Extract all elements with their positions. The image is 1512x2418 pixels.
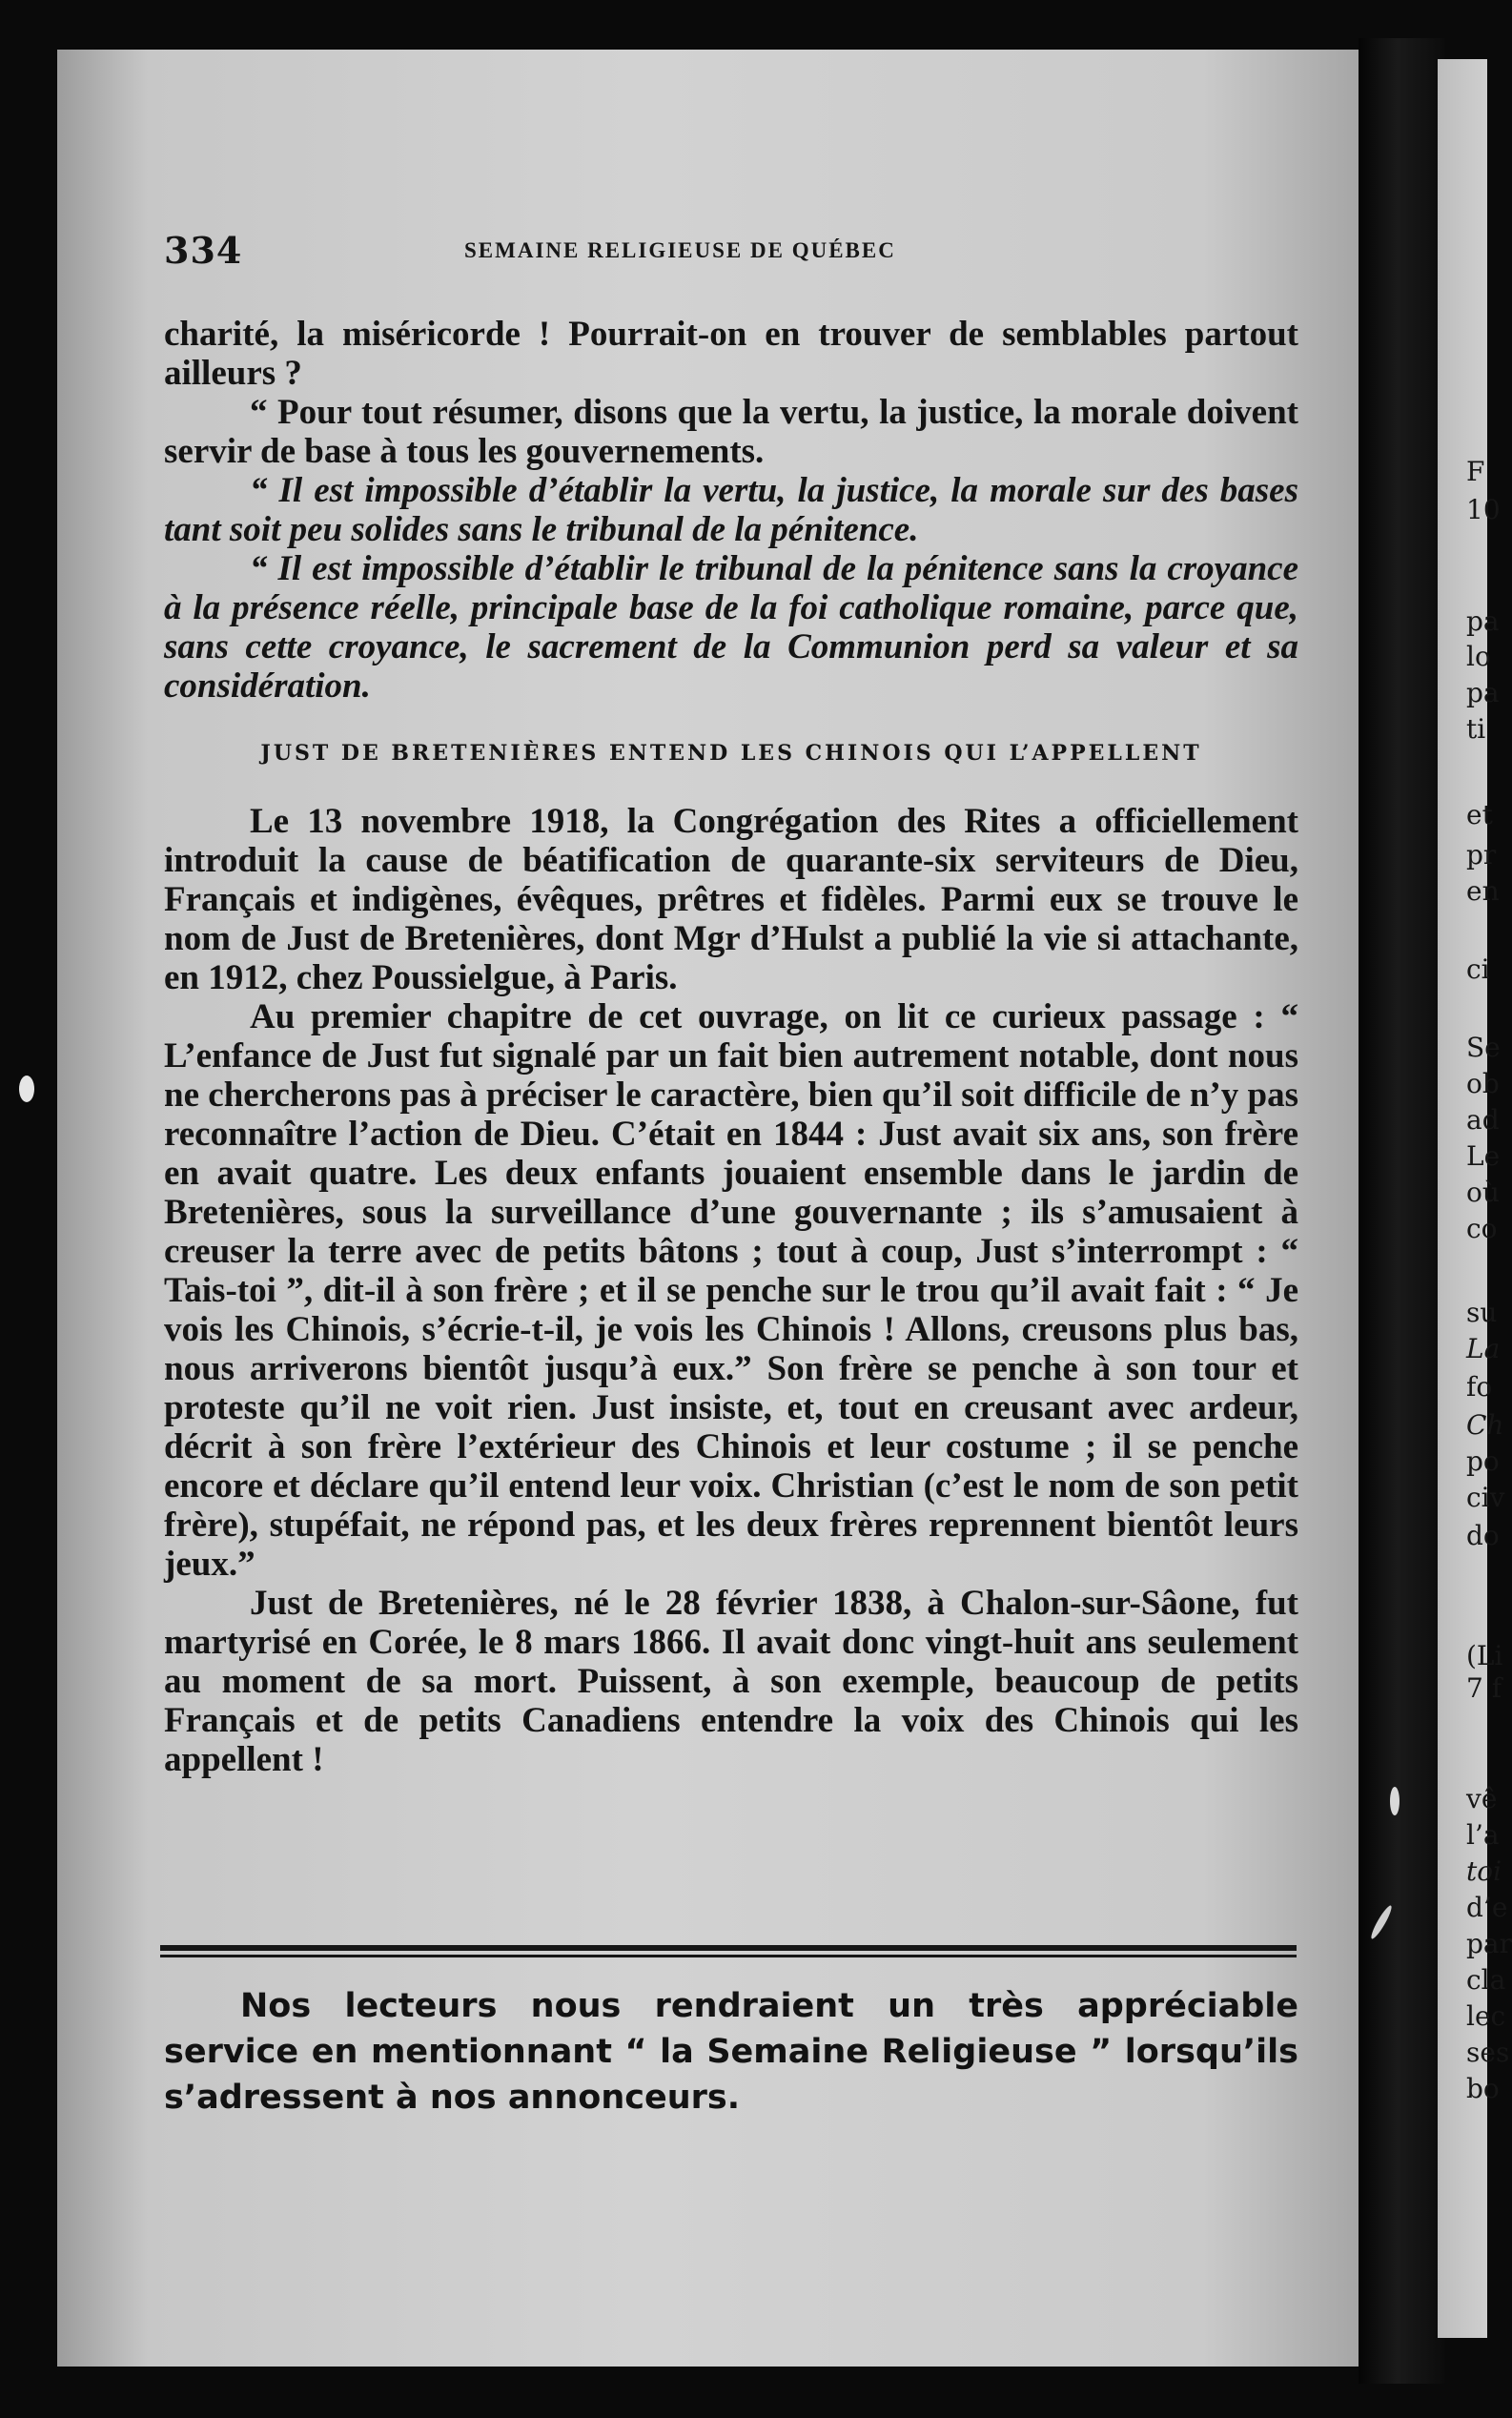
running-head: SEMAINE RELIGIEUSE DE QUÉBEC <box>464 238 896 262</box>
scan-speck <box>19 1076 34 1102</box>
adjacent-page-fragment: toi <box>1466 1855 1502 1887</box>
paragraph: Just de Bretenières, né le 28 février 1838, à Chalon-sur-Sâone, fut martyrisé en Corée, le 8 mars 1866. Il avait donc vingt-huit ans seulement au moment de sa mort. Puissent, à son exemple, beaucoup de petits Français et de petits Canadiens entendre la voix des Chinois qui les appellent ! <box>164 1584 1298 1779</box>
paragraph: “ Il est impossible d’établir la vertu, la justice, la morale sur des bases tant soit peu solides sans le tribunal de la pénitence. <box>164 471 1298 549</box>
adjacent-page-fragment: lec <box>1466 2000 1506 2032</box>
section-heading: JUST DE BRETENIÈRES ENTEND LES CHINOIS QUI L’APPELLENT <box>260 741 1202 766</box>
paragraph: charité, la miséricorde ! Pourrait-on en trouver de semblables partout ailleurs ? <box>164 315 1298 393</box>
page-number: 334 <box>164 229 243 272</box>
page-header <box>164 229 1032 277</box>
paragraph: Le 13 novembre 1918, la Congrégation des Rites a officiellement introduit la cause de béatification de quarante-six serviteurs de Dieu, Français et indigènes, évêques, prêtres et fidèles. Parmi eux se trouve le nom de Just de Bretenières, dont Mgr d’Hulst a publié la vie si attachante, en 1912, chez Poussielgue, à Paris. <box>164 802 1298 997</box>
adjacent-page-fragment: pa <box>1466 677 1500 708</box>
adjacent-page-fragment: en <box>1466 875 1500 907</box>
adjacent-page-fragment: où <box>1466 1177 1500 1208</box>
adjacent-page-fragment: (Li <box>1466 1640 1503 1671</box>
adjacent-page-fragment: pr <box>1466 839 1497 871</box>
rule-line-thin <box>160 1955 1297 1957</box>
adjacent-page-fragment: civ <box>1466 1482 1505 1513</box>
adjacent-page-fragment: fo <box>1466 1371 1493 1403</box>
adjacent-page-fragment: par <box>1466 1928 1512 1959</box>
adjacent-page-fragment: 10 <box>1466 494 1501 525</box>
adjacent-page-fragment: ad <box>1466 1104 1500 1136</box>
adjacent-page-fragment: do <box>1466 1520 1500 1551</box>
adjacent-page-fragment: po <box>1466 1445 1500 1477</box>
advertiser-notice <box>164 1983 1298 2121</box>
adjacent-page-fragment: bo <box>1466 2073 1500 2104</box>
adjacent-page-fragment: lo <box>1466 641 1491 672</box>
adjacent-page-fragment: ob <box>1466 1068 1500 1099</box>
adjacent-page-edge <box>1438 59 1512 2338</box>
adjacent-page-fragment: vê <box>1466 1783 1498 1814</box>
adjacent-page-fragment: ses <box>1466 2037 1510 2068</box>
paragraph: Au premier chapitre de cet ouvrage, on lit ce curieux passage : “ L’enfance de Just fut signalé par un fait bien autrement notable, dont nous ne chercherons pas à préciser le caractère, bien qu’il soit difficile de n’y pas reconnaître l’action de Dieu. C’était en 1844 : Just avait six ans, son frère en avait quatre. Les deux enfants jouaient ensemble dans le jardin de Bretenières, sous la surveillance d’une gouvernante ; ils s’amusaient à creuser la terre avec de petits bâtons ; tout à coup, Just s’interrompt : “ Tais-toi ”, dit-il à son frère ; et il se penche sur le trou qu’il avait fait : “ Je vois les Chinois, s’écrie-t-il, je vois les Chinois ! Allons, creusons plus bas, nous arriverons bientôt jusqu’à eux.” Son frère se penche à son tour et proteste qu’il ne voit rien. Just insiste, et, tout en creusant avec ardeur, décrit à son frère l’extérieur des Chinois et leur costume ; il se penche encore et déclare qu’il entend leur voix. Christian (c’est le nom de son petit frère), stupéfait, ne répond pas, et les deux frères reprennent bientôt leurs jeux.” <box>164 997 1298 1584</box>
adjacent-page-fragment: su <box>1466 1297 1498 1328</box>
book-gutter <box>1359 38 1444 2384</box>
article-body <box>164 315 1298 1779</box>
rule-line-thick <box>160 1945 1297 1951</box>
paragraph: “ Pour tout résumer, disons que la vertu, la justice, la morale doivent servir de base à tous les gouvernements. <box>164 393 1298 471</box>
double-rule-divider <box>160 1945 1297 1960</box>
adjacent-page-fragment: La <box>1466 1333 1501 1364</box>
adjacent-page-fragment: cla <box>1466 1964 1506 1996</box>
adjacent-page-fragment: F <box>1466 456 1485 487</box>
adjacent-page-fragment: et <box>1466 799 1493 830</box>
notice-text: Nos lecteurs nous rendraient un très appréciable service en mentionnant “ la Semaine Religieuse ” lorsqu’ils s’adressent à nos annonceurs. <box>164 1987 1298 2117</box>
adjacent-page-fragment: Ch <box>1466 1409 1504 1441</box>
adjacent-page-fragment: Le <box>1466 1140 1501 1172</box>
adjacent-page-fragment: d’e <box>1466 1892 1508 1923</box>
adjacent-page-fragment: Se <box>1466 1032 1501 1063</box>
adjacent-page-fragment: 7 f <box>1466 1672 1502 1704</box>
adjacent-page-fragment: co <box>1466 1213 1498 1244</box>
adjacent-page-fragment: ci <box>1466 953 1490 985</box>
adjacent-page-fragment: l’a <box>1466 1819 1500 1851</box>
adjacent-page-fragment: ti <box>1466 713 1486 745</box>
paragraph: “ Il est impossible d’établir le tribunal de la pénitence sans la croyance à la présence réelle, principale base de la foi catholique romaine, parce que, sans cette croyance, le sacrement de la Communion perd sa valeur et sa considération. <box>164 549 1298 706</box>
adjacent-page-fragment: pa <box>1466 605 1500 637</box>
scan-speck <box>1390 1787 1400 1815</box>
